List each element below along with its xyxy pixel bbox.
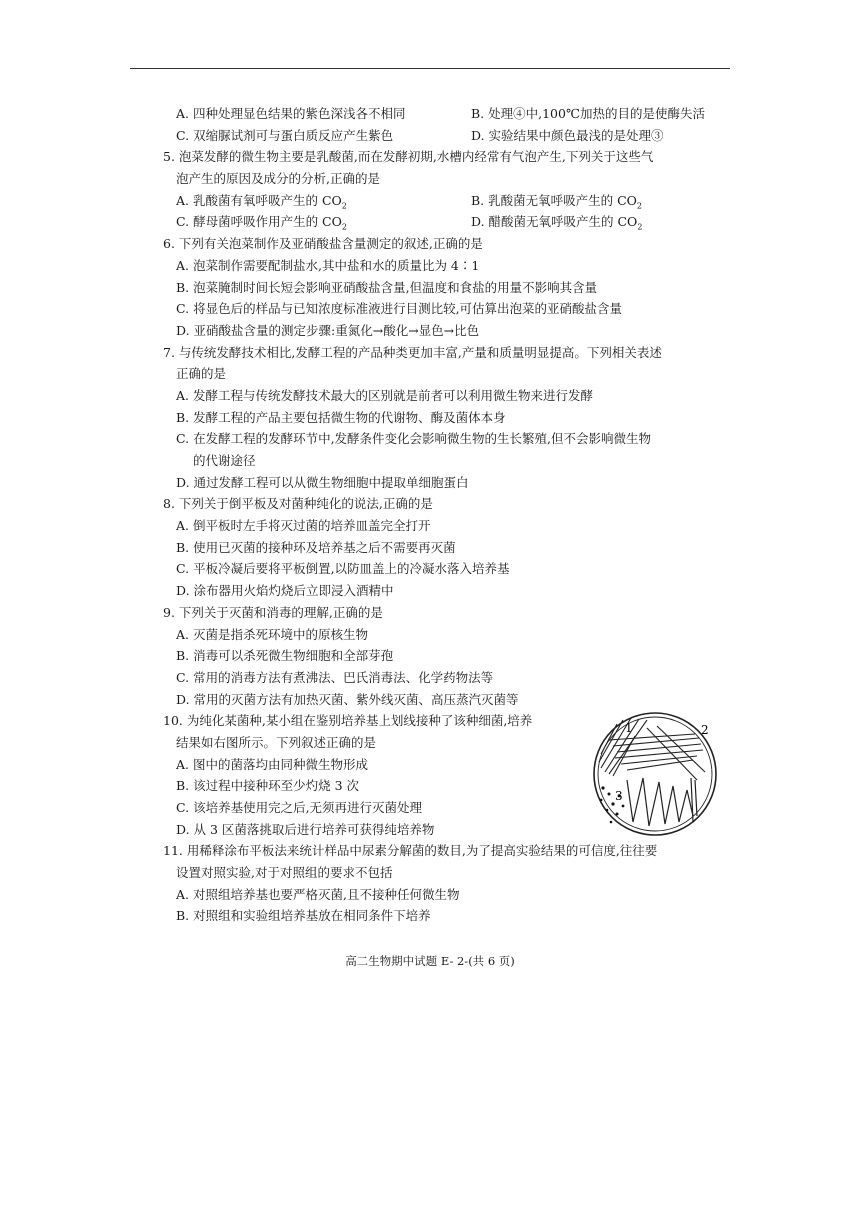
q10-option-c: C. 该培养基使用完之后,无须再进行灭菌处理 [176,800,423,815]
q7-option-c-line-2: 的代谢途径 [193,453,256,468]
page-footer: 高二生物期中试题 E- 2-(共 6 页) [345,954,515,968]
q7-option-b: B. 发酵工程的产品主要包括微生物的代谢物、酶及菌体本身 [176,409,506,425]
q9-stem: 9. 下列关于灭菌和消毒的理解,正确的是 [163,604,383,620]
question-10 [163,710,733,840]
q5-option-b: B. 乳酸菌无氧呼吸产生的 $CO_2$ [471,192,643,211]
q5-options-row-1 [163,190,733,212]
q8-option-a: A. 倒平板时左手将灭过菌的培养皿盖完全打开 [176,518,431,534]
streak-zone-3 [627,778,697,826]
q6-stem: 6. 下列有关泡菜制作及亚硝酸盐含量测定的叙述,正确的是 [163,236,483,252]
q10-stem-line-1: 10. 为纯化某菌种,某小组在鉴别培养基上划线接种了该种细菌,培养 [163,713,533,729]
q5-stem-line-1: 5. 泡菜发酵的微生物主要是乳酸菌,而在发酵初期,水槽内经常有气泡产生,下列关于这些气 [163,149,654,165]
q10-stem-line-2: 结果如右图所示。下列叙述正确的是 [176,734,377,750]
q5-options-row-2 [163,211,733,233]
q4-option-b: B. 处理④中,100℃加热的目的是使酶失活 [471,106,705,121]
q10-option-a: A. 图中的菌落均由同种微生物形成 [176,756,368,772]
q7-stem-line-1: 7. 与传统发酵技术相比,发酵工程的产品种类更加丰富,产量和质量明显提高。下列相关表述 [163,344,662,360]
q4-options-row-1 [163,103,733,125]
q6-option-a: A. 泡菜制作需要配制盐水,其中盐和水的质量比为 4∶1 [176,257,480,273]
q8-option-d: D. 涂布器用火焰灼烧后立即浸入酒精中 [176,583,394,599]
q7-option-d: D. 通过发酵工程可以从微生物细胞中提取单细胞蛋白 [176,474,469,490]
q9-option-c: C. 常用的消毒方法有煮沸法、巴氏消毒法、化学药物法等 [176,669,494,685]
q9-option-d: D. 常用的灭菌方法有加热灭菌、紫外线灭菌、高压蒸汽灭菌等 [176,691,519,707]
q7-option-c-line-1: C. 在发酵工程的发酵环节中,发酵条件变化会影响微生物的生长繁殖,但不会影响微生物 [176,431,652,447]
q5-option-c: C. 酵母菌呼吸作用产生的 $CO_2$ [176,214,347,232]
q11-stem-line-1: 11. 用稀释涂布平板法来统计样品中尿素分解菌的数目,为了提高实验结果的可信度,往往要 [163,843,658,859]
q6-option-d: D. 亚硝酸盐含量的测定步骤:重氮化→酸化→显色→比色 [176,322,480,338]
q11-option-a: A. 对照组培养基也要严格灭菌,且不接种任何微生物 [176,886,460,902]
q4-option-c: C. 双缩脲试剂可与蛋白质反应产生紫色 [176,127,394,143]
zone-label-3: 3 [615,789,623,804]
q5-option-a: A. 乳酸菌有氧呼吸产生的 $CO_2$ [176,192,347,211]
q4-option-a: A. 四种处理显色结果的紫色深浅各不相同 [176,106,406,121]
q11-stem-line-2: 设置对照实验,对于对照组的要求不包括 [176,865,393,881]
q11-option-b: B. 对照组和实验组培养基放在相同条件下培养 [176,908,431,924]
zone-label-2: 2 [701,723,709,738]
streak-plate-figure [587,710,723,838]
question-content [163,103,733,927]
top-rule [130,68,730,69]
q6-option-c: C. 将显色后的样品与已知浓度标准液进行目测比较,可估算出泡菜的亚硝酸盐含量 [176,301,623,317]
q7-stem-line-2: 正确的是 [176,366,227,382]
q9-option-b: B. 消毒可以杀死微生物细胞和全部芽孢 [176,648,394,664]
q8-option-b: B. 使用已灭菌的接种环及培养基之后不需要再灭菌 [176,539,456,555]
q7-option-a: A. 发酵工程与传统发酵技术最大的区别就是前者可以利用微生物来进行发酵 [176,387,593,403]
petri-dish [594,713,716,835]
q4-option-d: D. 实验结果中颜色最浅的是处理③ [471,127,664,143]
q5-stem-line-2: 泡产生的原因及成分的分析,正确的是 [176,171,380,187]
q10-option-d: D. 从 3 区菌落挑取后进行培养可获得纯培养物 [176,821,435,837]
q8-stem: 8. 下列关于倒平板及对菌种纯化的说法,正确的是 [163,496,433,512]
q10-option-b: B. 该过程中接种环至少灼烧 3 次 [176,778,360,794]
q8-option-c: C. 平板冷凝后要将平板倒置,以防皿盖上的冷凝水落入培养基 [176,561,510,577]
q5-option-d: D. 醋酸菌无氧呼吸产生的 $CO_2$ [471,214,643,232]
q9-option-a: A. 灭菌是指杀死环境中的原核生物 [176,626,368,642]
q4-options-row-2 [163,125,733,147]
q6-option-b: B. 泡菜腌制时间长短会影响亚硝酸盐含量,但温度和食盐的用量不影响其含量 [176,279,598,295]
zone-label-1: 1 [625,721,633,736]
